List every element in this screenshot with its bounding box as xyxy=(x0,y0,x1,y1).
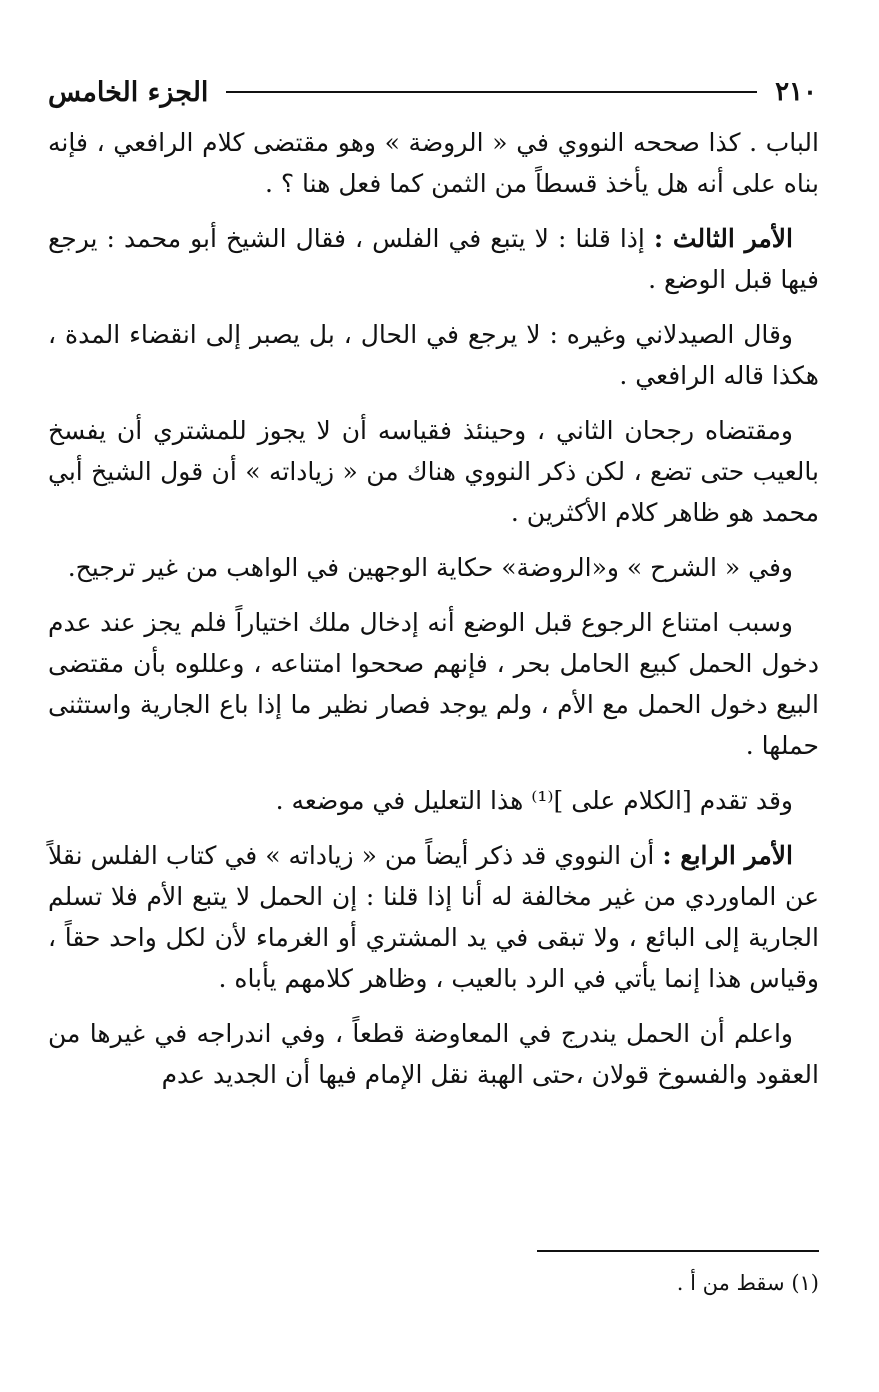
paragraph-text: إذا قلنا : لا يتبع في الفلس ، فقال الشيخ أبو محمد : يرجع فيها قبل الوضع . xyxy=(48,224,819,294)
page-number: ٢١٠ xyxy=(775,77,817,107)
paragraph xyxy=(48,780,819,821)
running-title: الجزء الخامس xyxy=(48,76,209,108)
paragraph xyxy=(48,122,819,204)
footnote: (١) سقط من أ . xyxy=(676,1271,819,1295)
paragraph xyxy=(48,835,819,999)
footnote-separator xyxy=(537,1250,819,1252)
paragraph xyxy=(48,602,819,766)
paragraph-text: واعلم أن الحمل يندرج في المعاوضة قطعاً ، وفي اندراجه في غيرها من العقود والفسوخ قولان ،حتى الهبة نقل الإمام فيها أن الجديد عدم xyxy=(48,1019,819,1089)
paragraph xyxy=(48,218,819,300)
page-header xyxy=(48,72,817,112)
paragraph-text: الباب . كذا صححه النووي في « الروضة » وهو مقتضى كلام الرافعي ، فإنه بناه على أنه هل يأخذ قسطاً من الثمن كما فعل هنا ؟ . xyxy=(48,128,819,198)
body-text xyxy=(48,122,819,1109)
paragraph-text: وقد تقدم [الكلام على ]⁽¹⁾ هذا التعليل في موضعه . xyxy=(275,786,793,815)
paragraph xyxy=(48,547,819,588)
paragraph-text: ومقتضاه رجحان الثاني ، وحينئذ فقياسه أن لا يجوز للمشتري أن يفسخ بالعيب حتى تضع ، لكن ذكر النووي هناك من « زياداته » أن قول الشيخ أبي محمد هو ظاهر كلام الأكثرين . xyxy=(48,416,819,527)
paragraph-text: وفي « الشرح » و«الروضة» حكاية الوجهين في الواهب من غير ترجيح. xyxy=(67,553,793,582)
section-heading: الأمر الرابع : xyxy=(662,841,793,870)
paragraph xyxy=(48,410,819,533)
paragraph xyxy=(48,1013,819,1095)
paragraph-text: وقال الصيدلاني وغيره : لا يرجع في الحال ، بل يصبر إلى انقضاء المدة ، هكذا قاله الرافعي . xyxy=(48,320,819,390)
section-heading: الأمر الثالث : xyxy=(653,224,793,253)
paragraph-text: أن النووي قد ذكر أيضاً من « زياداته » في كتاب الفلس نقلاً عن الماوردي من غير مخالفة له أنا إذا قلنا : إن الحمل لا يتبع الأم فلا تسلم الجارية إلى البائع ، ولا تبقى في يد المشتري أو الغرماء لأن لكل واحد حقاً ، وقياس هذا إنما يأتي في الرد بالعيب ، وظاهر كلامهم يأباه . xyxy=(48,841,820,993)
header-rule xyxy=(226,91,757,93)
paragraph-text: وسبب امتناع الرجوع قبل الوضع أنه إدخال ملك اختياراً فلم يجز عند عدم دخول الحمل كبيع الحامل بحر ، فإنهم صححوا امتناعه ، وعللوه بأن مقتضى البيع دخول الحمل مع الأم ، ولم يوجد فصار نظير ما إذا باع الجارية واستثنى حملها . xyxy=(48,608,819,760)
paragraph xyxy=(48,314,819,396)
